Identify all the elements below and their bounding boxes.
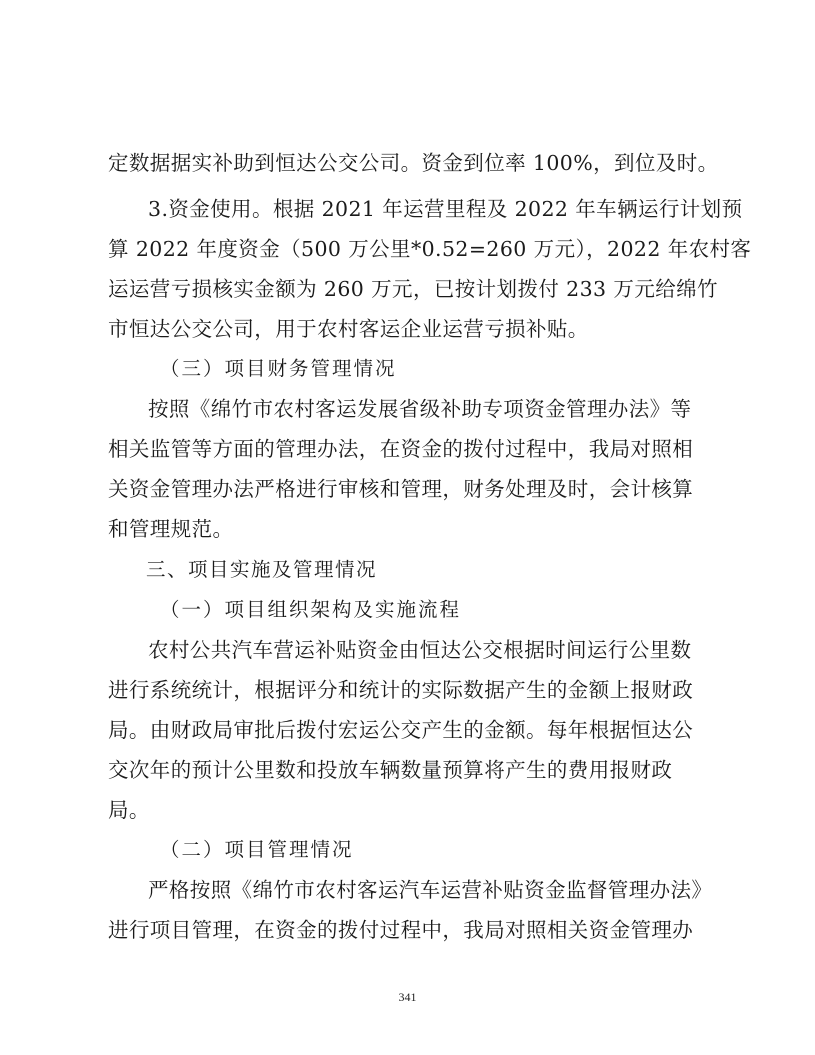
paragraph-line: 农村公共汽车营运补贴资金由恒达公交根据时间运行公里数 xyxy=(148,638,692,662)
paragraph-line: 市恒达公交公司，用于农村客运企业运营亏损补贴。 xyxy=(108,317,589,341)
paragraph-line: 进行项目管理，在资金的拨付过程中，我局对照相关资金管理办 xyxy=(108,918,694,942)
chapter-heading: 三、项目实施及管理情况 xyxy=(146,558,378,581)
paragraph-line: 运运营亏损核实金额为 260 万元，已按计划拨付 233 万元给绵竹 xyxy=(108,277,718,301)
paragraph-line: 和管理规范。 xyxy=(108,517,234,541)
page-number: 341 xyxy=(398,990,417,1004)
paragraph-line: 3.资金使用。根据 2021 年运营里程及 2022 年车辆运行计划预 xyxy=(148,197,743,221)
paragraph-line: 严格按照《绵竹市农村客运汽车运营补贴资金监督管理办法》 xyxy=(148,878,713,902)
paragraph-line: 定数据据实补助到恒达公交公司。资金到位率 100%，到位及时。 xyxy=(108,151,719,175)
paragraph-line: 局。 xyxy=(108,798,150,822)
paragraph-line: 关资金管理办法严格进行审核和管理，财务处理及时，会计核算 xyxy=(108,477,694,501)
section-heading: （二）项目管理情况 xyxy=(160,838,354,861)
paragraph-line: 相关监管等方面的管理办法，在资金的拨付过程中，我局对照相 xyxy=(108,437,694,461)
section-heading: （三）项目财务管理情况 xyxy=(160,357,397,380)
paragraph-line: 按照《绵竹市农村客运发展省级补助专项资金管理办法》等 xyxy=(148,397,692,421)
section-heading: （一）项目组织架构及实施流程 xyxy=(160,598,462,621)
paragraph-line: 局。由财政局审批后拨付宏运公交产生的金额。每年根据恒达公 xyxy=(108,718,694,742)
paragraph-line: 算 2022 年度资金（500 万公里*0.52=260 万元），2022 年农村客 xyxy=(108,237,752,261)
paragraph-line: 交次年的预计公里数和投放车辆数量预算将产生的费用报财政 xyxy=(108,758,673,782)
paragraph-line: 进行系统统计，根据评分和统计的实际数据产生的金额上报财政 xyxy=(108,678,694,702)
